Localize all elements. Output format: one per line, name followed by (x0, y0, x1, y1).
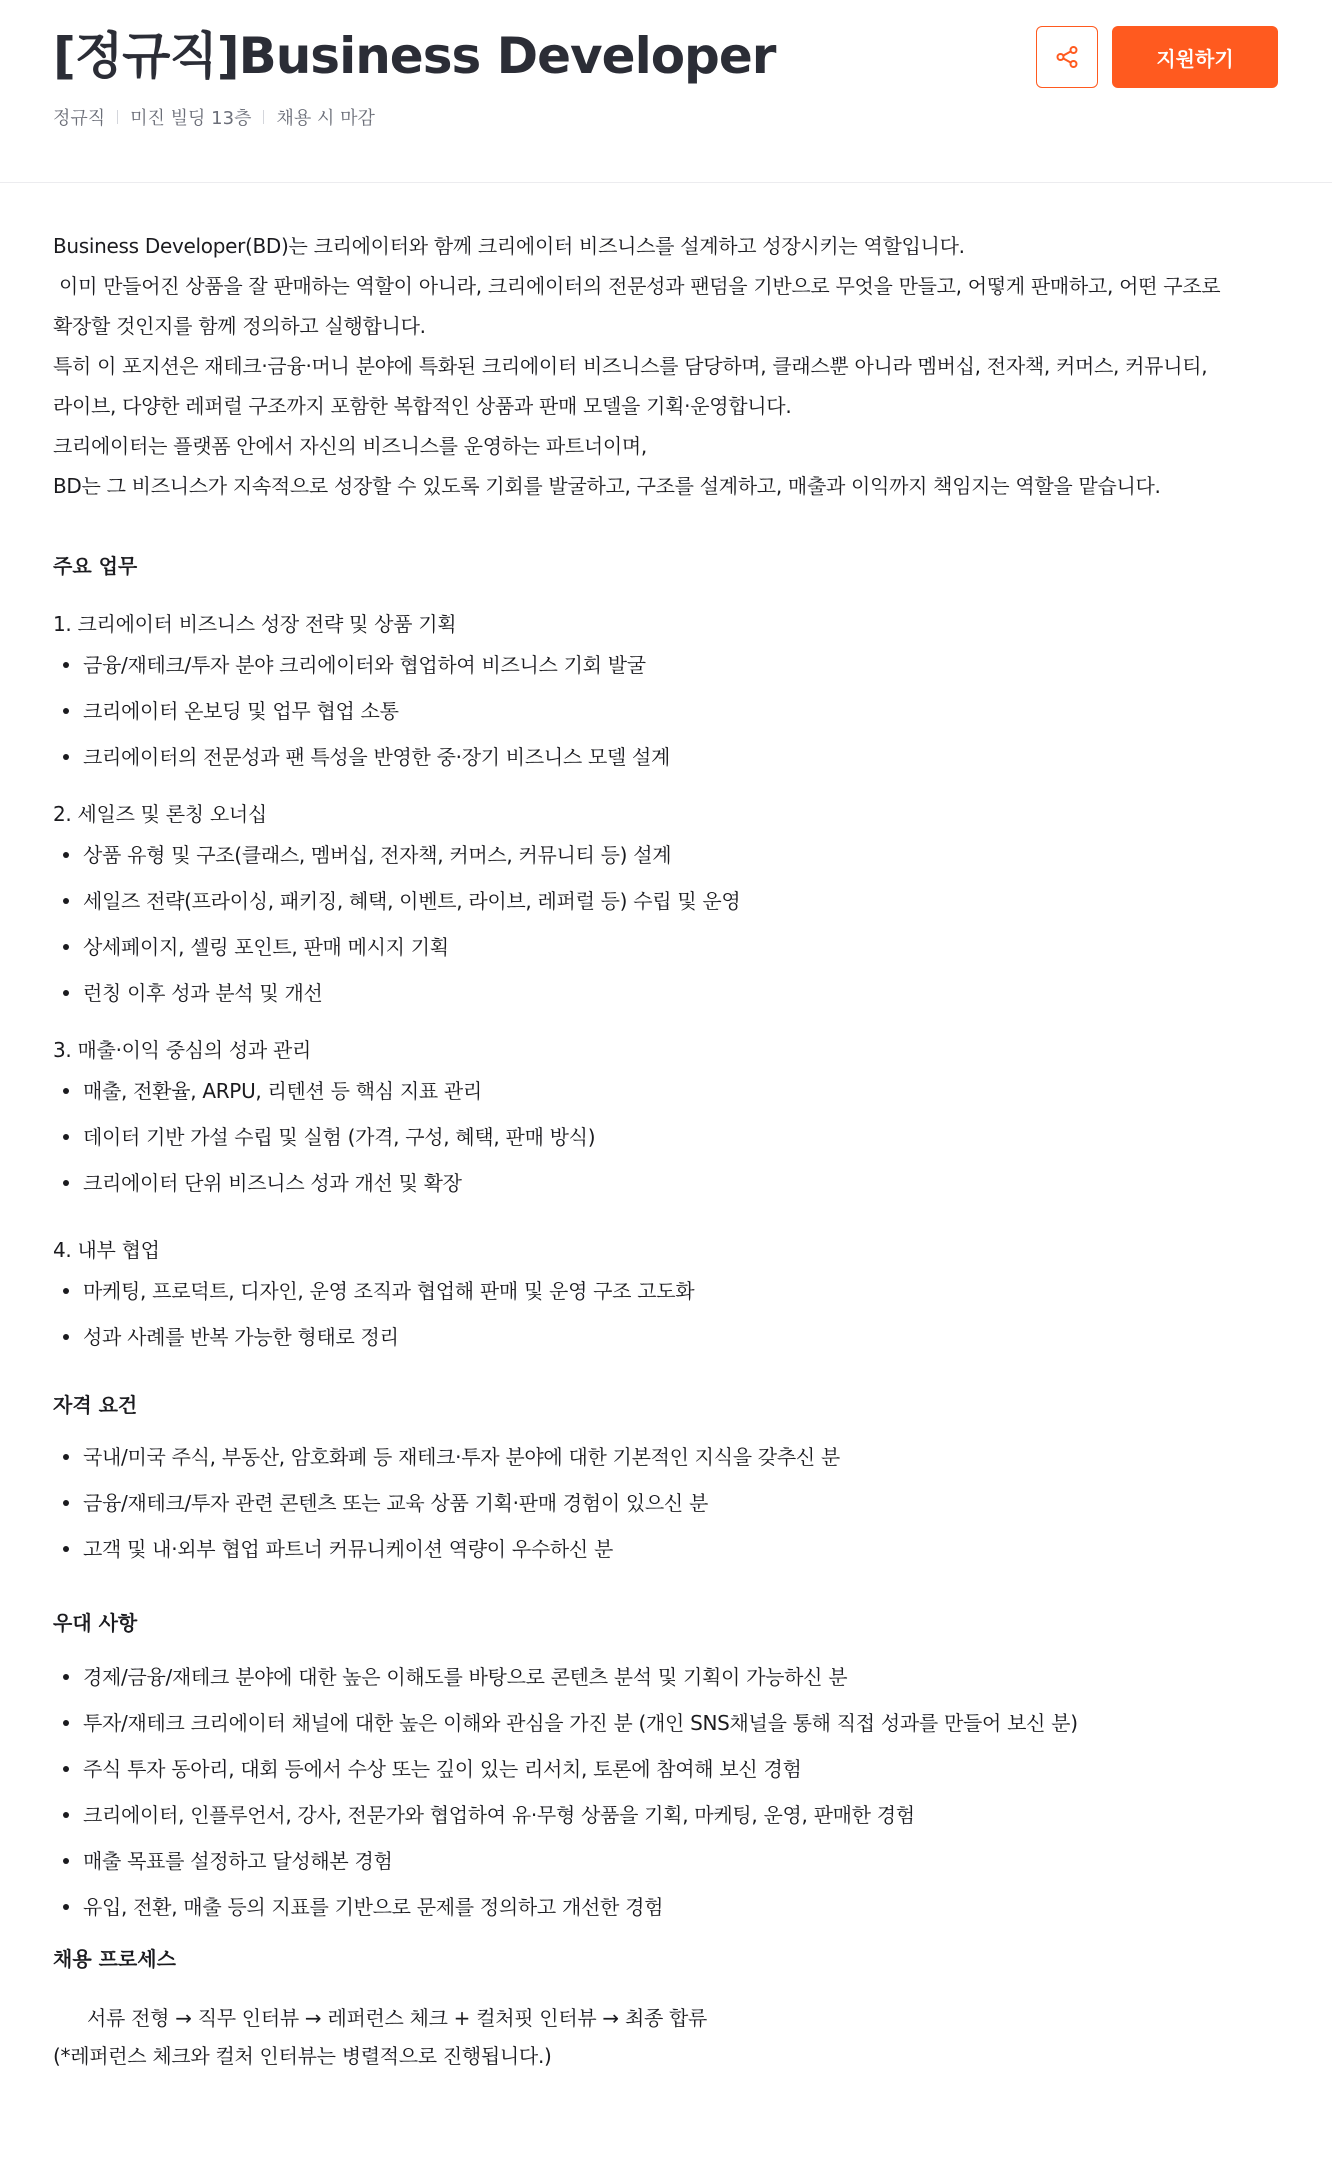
list-item: 금융/재테크/투자 분야 크리에이터와 협업하여 비즈니스 기회 발굴 (53, 642, 1283, 688)
list-item: 유입, 전환, 매출 등의 지표를 기반으로 문제를 정의하고 개선한 경험 (53, 1884, 1283, 1930)
duty-group-title: 2. 세일즈 및 론칭 오너십 (53, 802, 267, 826)
intro-line: 크리에이터는 플랫폼 안에서 자신의 비즈니스를 운영하는 파트너이며, (53, 434, 647, 458)
duty-group-title: 4. 내부 협업 (53, 1238, 160, 1262)
intro-line: BD는 그 비즈니스가 지속적으로 성장할 수 있도록 기회를 발굴하고, 구조를 설계하고, 매출과 이익까지 책임지는 역할을 맡습니다. (53, 474, 1161, 498)
list-item: 투자/재테크 크리에이터 채널에 대한 높은 이해와 관심을 가진 분 (개인 SNS채널을 통해 직접 성과를 만들어 보신 분) (53, 1700, 1283, 1746)
intro-line: Business Developer(BD)는 크리에이터와 함께 크리에이터 비즈니스를 설계하고 성장시키는 역할입니다. (53, 234, 965, 258)
list-item: 주식 투자 동아리, 대회 등에서 수상 또는 깊이 있는 리서치, 토론에 참여해 보신 경험 (53, 1746, 1283, 1792)
duty-group-title: 3. 매출·이익 중심의 성과 관리 (53, 1038, 311, 1062)
duty-group (53, 796, 1283, 1016)
preferred-title: 우대 사항 (53, 1611, 138, 1635)
list-item: 런칭 이후 성과 분석 및 개선 (53, 970, 1283, 1016)
process-title: 채용 프로세스 (53, 1947, 176, 1971)
list-item: 국내/미국 주식, 부동산, 암호화폐 등 재테크·투자 분야에 대한 기본적인 지식을 갖추신 분 (53, 1434, 1283, 1480)
share-icon (1054, 44, 1080, 70)
duties-title: 주요 업무 (53, 554, 138, 578)
intro-line: 이미 만들어진 상품을 잘 판매하는 역할이 아니라, 크리에이터의 전문성과 팬덤을 기반으로 무엇을 만들고, 어떻게 판매하고, 어떤 구조로 (53, 274, 1221, 298)
requirements-title: 자격 요건 (53, 1393, 138, 1417)
list-item: 고객 및 내·외부 협업 파트너 커뮤니케이션 역량이 우수하신 분 (53, 1526, 1283, 1572)
meta-divider (263, 110, 264, 124)
intro-section (53, 226, 1283, 506)
list-item: 상세페이지, 셀링 포인트, 판매 메시지 기획 (53, 924, 1283, 970)
page-title: [정규직]Business Developer (53, 27, 776, 85)
list-item: 크리에이터, 인플루언서, 강사, 전문가와 협업하여 유·무형 상품을 기획, 마케팅, 운영, 판매한 경험 (53, 1792, 1283, 1838)
apply-button[interactable]: 지원하기 (1112, 26, 1278, 88)
list-item: 마케팅, 프로덕트, 디자인, 운영 조직과 협업해 판매 및 운영 구조 고도화 (53, 1268, 1283, 1314)
work-location: 미진 빌딩 13층 (130, 108, 252, 129)
list-item: 경제/금융/재테크 분야에 대한 높은 이해도를 바탕으로 콘텐츠 분석 및 기획이 가능하신 분 (53, 1654, 1283, 1700)
job-header (0, 0, 1332, 183)
employment-type: 정규직 (53, 108, 106, 129)
preferred-list (53, 1654, 1283, 1930)
list-item: 크리에이터 온보딩 및 업무 협업 소통 (53, 688, 1283, 734)
list-item: 상품 유형 및 구조(클래스, 멤버십, 전자책, 커머스, 커뮤니티 등) 설계 (53, 832, 1283, 878)
requirements-list (53, 1434, 1283, 1572)
duty-group (53, 1032, 1283, 1206)
duty-group (53, 606, 1283, 780)
intro-line: 확장할 것인지를 함께 정의하고 실행합니다. (53, 314, 426, 338)
list-item: 데이터 기반 가설 수립 및 실험 (가격, 구성, 혜택, 판매 방식) (53, 1114, 1283, 1160)
list-item: 매출, 전환율, ARPU, 리텐션 등 핵심 지표 관리 (53, 1068, 1283, 1114)
list-item: 매출 목표를 설정하고 달성해본 경험 (53, 1838, 1283, 1884)
intro-line: 특히 이 포지션은 재테크·금융·머니 분야에 특화된 크리에이터 비즈니스를 담당하며, 클래스뿐 아니라 멤버십, 전자책, 커머스, 커뮤니티, (53, 354, 1208, 378)
meta-divider (117, 110, 118, 124)
intro-line: 라이브, 다양한 레퍼럴 구조까지 포함한 복합적인 상품과 판매 모델을 기획·운영합니다. (53, 394, 792, 418)
job-meta (53, 104, 375, 130)
share-button[interactable] (1036, 26, 1098, 88)
deadline: 채용 시 마감 (276, 108, 375, 129)
list-item: 세일즈 전략(프라이싱, 패키징, 혜택, 이벤트, 라이브, 레퍼럴 등) 수립 및 운영 (53, 878, 1283, 924)
duty-group-title: 1. 크리에이터 비즈니스 성장 전략 및 상품 기획 (53, 612, 457, 636)
process-note: (*레퍼런스 체크와 컬처 인터뷰는 병렬적으로 진행됩니다.) (53, 2044, 552, 2068)
list-item: 금융/재테크/투자 관련 콘텐츠 또는 교육 상품 기획·판매 경험이 있으신 분 (53, 1480, 1283, 1526)
process-flow: 서류 전형 → 직무 인터뷰 → 레퍼런스 체크 + 컬처핏 인터뷰 → 최종 합류 (87, 2006, 708, 2030)
list-item: 크리에이터의 전문성과 팬 특성을 반영한 중·장기 비즈니스 모델 설계 (53, 734, 1283, 780)
list-item: 크리에이터 단위 비즈니스 성과 개선 및 확장 (53, 1160, 1283, 1206)
list-item: 성과 사례를 반복 가능한 형태로 정리 (53, 1314, 1283, 1360)
job-description (53, 226, 1283, 2074)
duty-group (53, 1232, 1283, 1360)
